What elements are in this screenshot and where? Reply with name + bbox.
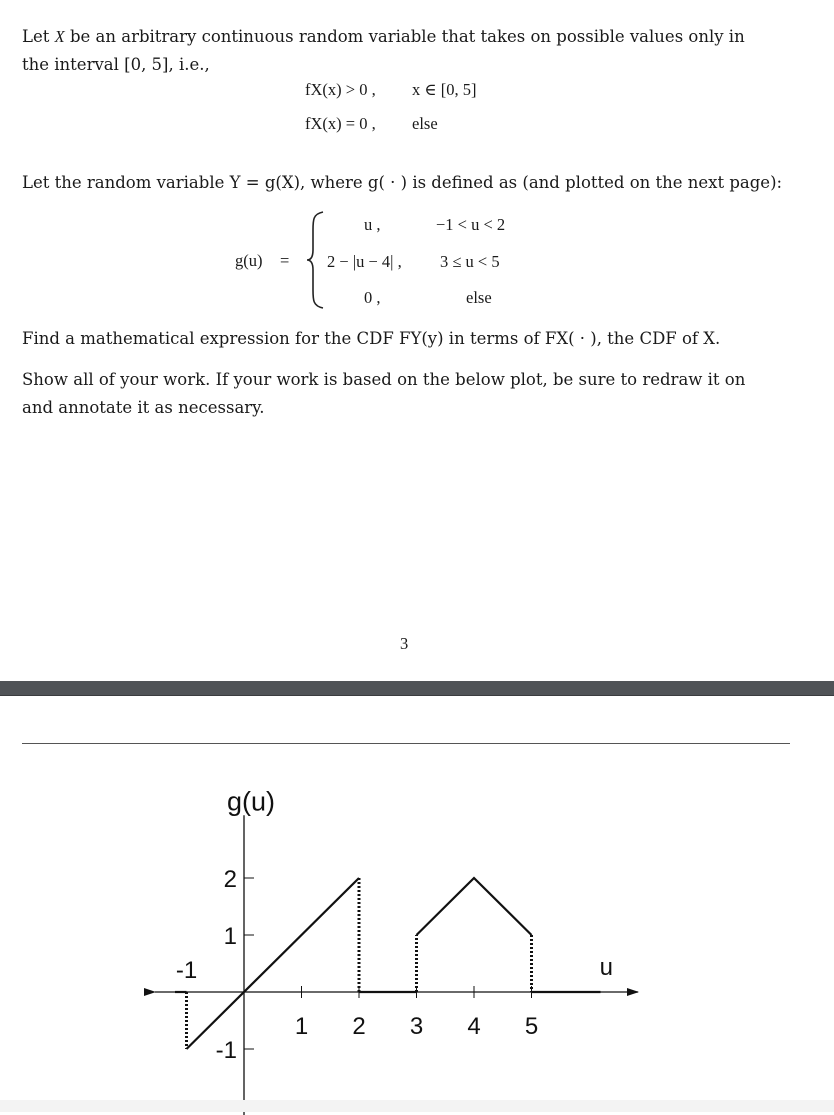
bottom-edge: [0, 1100, 834, 1112]
task-paragraph: Find a mathematical expression for the CDF FY(y) in terms of FX( · ), the CDF of X.: [22, 329, 721, 348]
series-line: [417, 878, 532, 935]
y-tick-label: 1: [223, 923, 237, 950]
pdf-line1-lhs: fX(x) > 0 ,: [305, 80, 376, 99]
series-line: [187, 878, 360, 1049]
case-2-cond: 3 ≤ u < 5: [440, 252, 500, 271]
intro-post: be an arbitrary continuous random variable that takes on possible values only in the interval [0, 5], i.e.,: [22, 27, 745, 74]
intro-paragraph: [22, 23, 762, 79]
definition-paragraph: Let the random variable Y = g(X), where g( · ) is defined as (and plotted on the next page):: [22, 173, 783, 192]
page-separator: [0, 681, 834, 696]
intro-pre: Let: [22, 27, 55, 46]
case-3-cond: else: [466, 288, 492, 307]
pdf-line2-rhs: else: [412, 114, 438, 133]
x-tick-label: 2: [352, 1013, 366, 1040]
y-axis-title: g(u): [226, 786, 276, 817]
g-lhs: g(u): [235, 251, 263, 270]
case-1-expr: u ,: [364, 215, 381, 234]
x-tick-label: -1: [175, 957, 198, 984]
intro-var-x: X: [54, 27, 65, 46]
x-tick-label: 5: [524, 1013, 539, 1040]
x-tick-label: 4: [467, 1013, 481, 1040]
left-brace: [305, 210, 329, 310]
x-tick-label: 1: [294, 1013, 309, 1040]
y-tick-label: 2: [223, 866, 237, 893]
x-tick-label: 3: [409, 1013, 424, 1040]
horizontal-rule: [22, 743, 790, 744]
case-3-expr: 0 ,: [364, 288, 381, 307]
x-axis-title: u: [599, 954, 613, 981]
case-2-expr: 2 − |u − 4| ,: [327, 252, 402, 271]
g-equals: =: [280, 251, 290, 270]
y-tick-label: -1: [215, 1037, 237, 1064]
page-number: 3: [400, 634, 409, 653]
pdf-line2-lhs: fX(x) = 0 ,: [305, 114, 376, 133]
instructions-paragraph: Show all of your work. If your work is based on the below plot, be sure to redraw it on and annotate it as necessary.: [22, 370, 746, 417]
pdf-line1-rhs: x ∈ [0, 5]: [412, 80, 477, 99]
case-1-cond: −1 < u < 2: [436, 215, 506, 234]
g-plot: [0, 745, 834, 1115]
